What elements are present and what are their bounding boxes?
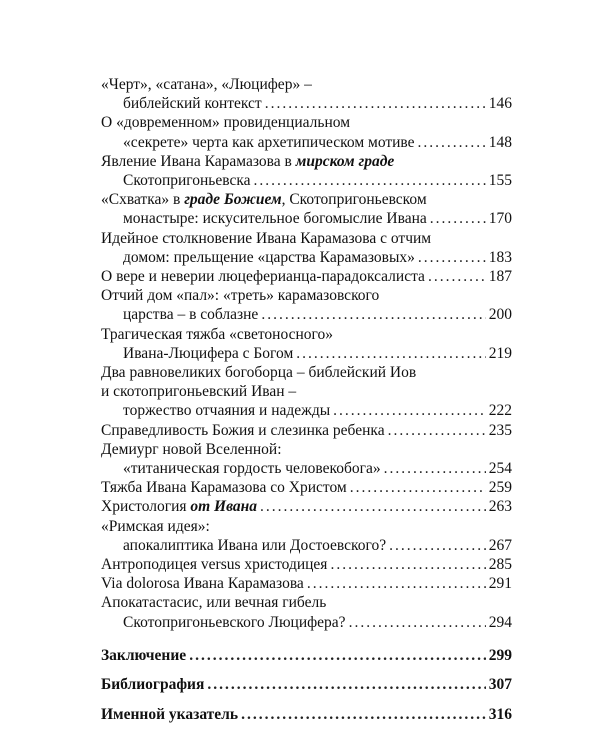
toc-entry-title: Явление Ивана Карамазова в мирском граде bbox=[101, 152, 395, 170]
toc-entry-title: «Римская идея»: bbox=[101, 517, 210, 535]
emphasis-text: граде Божием bbox=[184, 191, 282, 209]
toc-page-number: 222 bbox=[488, 402, 512, 420]
toc-section-title: Именной указатель bbox=[101, 706, 239, 724]
toc-entry bbox=[101, 190, 512, 228]
toc-entry-title-cont: Скотопригоньевска bbox=[123, 172, 251, 190]
dot-leader bbox=[418, 248, 486, 267]
toc-entry-title: Via dolorosa Ивана Карамазова bbox=[101, 575, 304, 593]
toc-entry bbox=[101, 152, 512, 190]
dot-leader bbox=[384, 459, 486, 478]
toc-page-number: 187 bbox=[488, 268, 512, 286]
toc-page-number: 170 bbox=[488, 210, 512, 228]
dot-leader bbox=[241, 705, 486, 724]
toc-page-number: 155 bbox=[488, 172, 512, 190]
toc-page-number: 259 bbox=[488, 479, 512, 497]
toc-entry-title-cont: Скотопригоньевского Люцифера? bbox=[123, 613, 346, 631]
toc-page-number: 200 bbox=[488, 306, 512, 324]
toc-entry bbox=[101, 267, 512, 286]
toc-entry bbox=[101, 113, 512, 151]
dot-leader bbox=[189, 646, 486, 665]
toc-entry-title: Идейное столкновение Ивана Карамазова с отчим bbox=[101, 229, 432, 247]
dot-leader bbox=[254, 171, 486, 190]
toc-entry bbox=[101, 440, 512, 478]
toc-entry-title: О вере и неверии люцеферианца-парадоксалиста bbox=[101, 268, 425, 286]
toc-section-name-index bbox=[101, 705, 512, 724]
toc-entry-title: Справедливость Божия и слезинка ребенка bbox=[101, 421, 385, 439]
toc-entry-title-cont: царства – в соблазне bbox=[123, 306, 259, 324]
toc-section-title: Заключение bbox=[101, 646, 187, 664]
toc-entry-title-cont: Ивана-Люцифера с Богом bbox=[123, 344, 294, 362]
dot-leader bbox=[389, 536, 486, 555]
toc-section-bibliography bbox=[101, 675, 512, 694]
dot-leader bbox=[418, 133, 486, 152]
dot-leader bbox=[261, 305, 485, 324]
toc-section-title: Библиография bbox=[101, 676, 205, 694]
dot-leader bbox=[333, 401, 486, 420]
toc-page-number: 146 bbox=[488, 95, 512, 113]
toc-page-number: 219 bbox=[488, 344, 512, 362]
toc-entry bbox=[101, 229, 512, 267]
toc-entry-title: Отчий дом «пал»: «треть» карамазовского bbox=[101, 287, 380, 305]
toc-entry-title: О «довременном» провиденциальном bbox=[101, 114, 351, 132]
toc-entry-title-cont: библейский контекст bbox=[123, 95, 262, 113]
toc-entry bbox=[101, 574, 512, 593]
toc-page-number: 267 bbox=[488, 536, 512, 554]
dot-leader bbox=[307, 574, 486, 593]
toc-page-number: 148 bbox=[488, 133, 512, 151]
dot-leader bbox=[388, 421, 486, 440]
toc-entry-title: «Черт», «сатана», «Люцифер» – bbox=[101, 76, 312, 93]
emphasis-text: мирском граде bbox=[295, 152, 395, 170]
toc-entry bbox=[101, 517, 512, 555]
toc-entry bbox=[101, 555, 512, 574]
toc-entry-title: Христология от Ивана bbox=[101, 498, 258, 516]
toc-entry bbox=[101, 325, 512, 363]
toc-page-number: 307 bbox=[488, 676, 512, 694]
toc-entry-title: Два равновеликих богоборца – библейский Иов bbox=[101, 364, 417, 382]
dot-leader bbox=[207, 675, 485, 694]
toc-entry-title-cont: и скотопригоньевский Иван – bbox=[101, 383, 297, 401]
toc-entry-title: Апокатастасис, или вечная гибель bbox=[101, 594, 327, 612]
toc-page-number: 263 bbox=[488, 498, 512, 516]
toc-entry bbox=[101, 286, 512, 324]
toc-page-number: 183 bbox=[488, 248, 512, 266]
dot-leader bbox=[330, 555, 485, 574]
toc-section-conclusion bbox=[101, 646, 512, 665]
toc-entry bbox=[101, 421, 512, 440]
toc-entry bbox=[101, 75, 512, 113]
dot-leader bbox=[265, 94, 486, 113]
toc-page-number: 299 bbox=[488, 646, 512, 664]
toc-entry-title-cont: монастыре: искусительное богомыслие Ивана bbox=[123, 210, 427, 228]
toc-page-number: 285 bbox=[488, 556, 512, 574]
toc-entry-title: Антроподицея versus христодицея bbox=[101, 556, 328, 574]
dot-leader bbox=[350, 478, 486, 497]
toc-entry-title-cont: «секрете» черта как архетипическом мотиве bbox=[123, 133, 415, 151]
dot-leader bbox=[430, 209, 486, 228]
toc-page-number: 235 bbox=[488, 421, 512, 439]
toc-entry bbox=[101, 593, 512, 631]
toc-entry-title: Тяжба Ивана Карамазова со Христом bbox=[101, 479, 347, 497]
toc-entry-title-cont: домом: прельщение «царства Карамазовых» bbox=[123, 248, 415, 266]
toc-entry bbox=[101, 497, 512, 516]
toc-page-number: 316 bbox=[488, 706, 512, 724]
toc-entry-title-cont: апокалиптика Ивана или Достоевского? bbox=[123, 536, 387, 554]
dot-leader bbox=[296, 344, 485, 363]
toc-entry-title: «Схватка» в граде Божием, Скотопригоньевском bbox=[101, 191, 427, 209]
toc-page-number: 254 bbox=[488, 460, 512, 478]
toc-entry-title-cont: «титаническая гордость человекобога» bbox=[123, 460, 381, 478]
dot-leader bbox=[260, 497, 486, 516]
toc-entry-title: Трагическая тяжба «светоносного» bbox=[101, 325, 334, 343]
toc-page-number: 291 bbox=[488, 575, 512, 593]
toc-entry-title: Демиург новой Вселенной: bbox=[101, 440, 282, 458]
toc-entry bbox=[101, 478, 512, 497]
toc-page-number: 294 bbox=[488, 613, 512, 631]
toc-entry-title-cont: торжество отчаяния и надежды bbox=[123, 402, 331, 420]
emphasis-text: от Ивана bbox=[190, 498, 258, 516]
dot-leader bbox=[349, 613, 486, 632]
dot-leader bbox=[428, 267, 486, 286]
toc-entry bbox=[101, 363, 512, 421]
table-of-contents bbox=[101, 75, 512, 725]
